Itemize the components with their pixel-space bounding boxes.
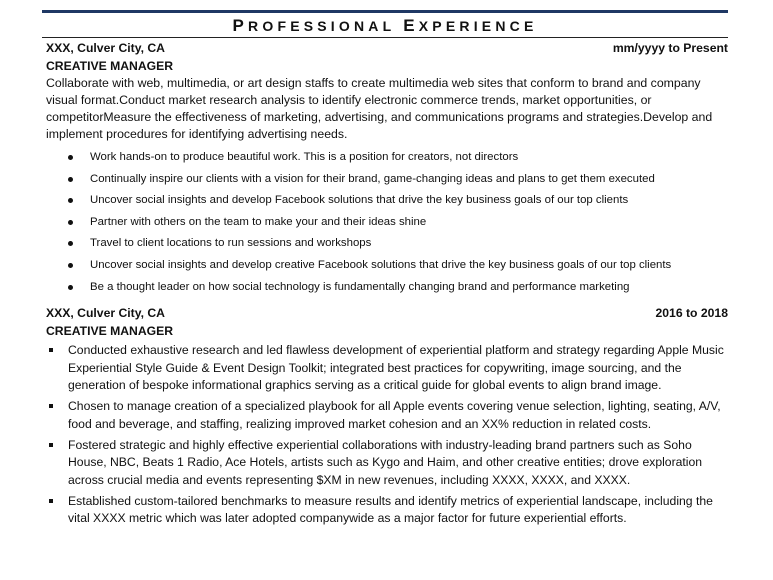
list-item: Be a thought leader on how social technology is fundamentally changing brand and performance marketing: [46, 278, 728, 300]
list-item: Travel to client locations to run sessions and workshops: [46, 234, 728, 256]
bullet-icon: [68, 220, 73, 225]
top-rule: [42, 10, 728, 13]
job-dates: mm/yyyy to Present: [612, 41, 728, 55]
bullet-icon: [68, 263, 73, 268]
bullet-icon: [49, 499, 53, 503]
bullet-icon: [49, 404, 53, 408]
bullet-icon: [68, 177, 73, 182]
list-item: Partner with others on the team to make your and their ideas shine: [46, 213, 728, 235]
job-title: CREATIVE MANAGER: [46, 323, 174, 338]
company-location: XXX, Culver City, CA: [46, 41, 165, 55]
list-item: Established custom-tailored benchmarks to measure results and identify metrics of experiential landscape, including the vital XXXX metric which was later adopted companywide as a major factor for future experiential efforts.: [46, 493, 728, 528]
job-title: CREATIVE MANAGER: [46, 58, 174, 73]
list-item: Work hands-on to produce beautiful work. This is a position for creators, not directors: [46, 148, 728, 170]
bottom-rule: [42, 37, 728, 38]
job-dates: 2016 to 2018: [655, 306, 728, 320]
bullet-icon: [68, 155, 73, 160]
list-item: Continually inspire our clients with a vision for their brand, game-changing ideas and plans to get them executed: [46, 170, 728, 192]
job-summary: Collaborate with web, multimedia, or art design staffs to create multimedia web sites that conform to brand and company visual format.Conduct market research analysis to identify electronic commerce trends, market opportunities, or competitorMeasure the effectiveness of marketing, advertising, and communications programs and strategies.Develop and implement procedures for identifying advertising needs.: [46, 76, 713, 141]
list-item: Conducted exhaustive research and led flawless development of experiential platform and strategy regarding Apple Music Experiential Style Guide & Event Design Toolkit; integrated best practices for copywriting, image sourcing, and the generation of bespoke informational graphics serving as a critical guide for global events to align brand image.: [46, 342, 728, 395]
job-entry-1: [46, 40, 728, 299]
list-item: Uncover social insights and develop Facebook solutions that drive the key business goals of our top clients: [46, 191, 728, 213]
job-bullet-list: [46, 342, 728, 528]
list-item: Fostered strategic and highly effective experiential collaborations with industry-leading brand partners such as Soho House, NBC, Beats 1 Radio, Ace Hotels, artists such as Kygo and Haim, and other creative entities; drove exploration across crucial media and events representing $XM in new revenues, including XXXX, XXXX, and XXXX.: [46, 437, 728, 490]
job-header: [46, 305, 728, 323]
bullet-icon: [68, 241, 73, 246]
job-entry-2: [46, 305, 728, 531]
list-item: Uncover social insights and develop creative Facebook solutions that drive the key business goals of our top clients: [46, 256, 728, 278]
bullet-icon: [49, 348, 53, 352]
job-header: [46, 40, 728, 58]
job-bullet-list: [46, 148, 728, 299]
bullet-icon: [68, 198, 73, 203]
bullet-icon: [49, 443, 53, 447]
section-title: PROFESSIONAL EXPERIENCE: [232, 16, 538, 35]
bullet-icon: [68, 285, 73, 290]
company-location: XXX, Culver City, CA: [46, 306, 165, 320]
list-item: Chosen to manage creation of a specialized playbook for all Apple events covering venue selection, lighting, seating, A/V, food and beverage, and staffing, realizing improved market cohesion and an XX% reduction in related costs.: [46, 398, 728, 433]
